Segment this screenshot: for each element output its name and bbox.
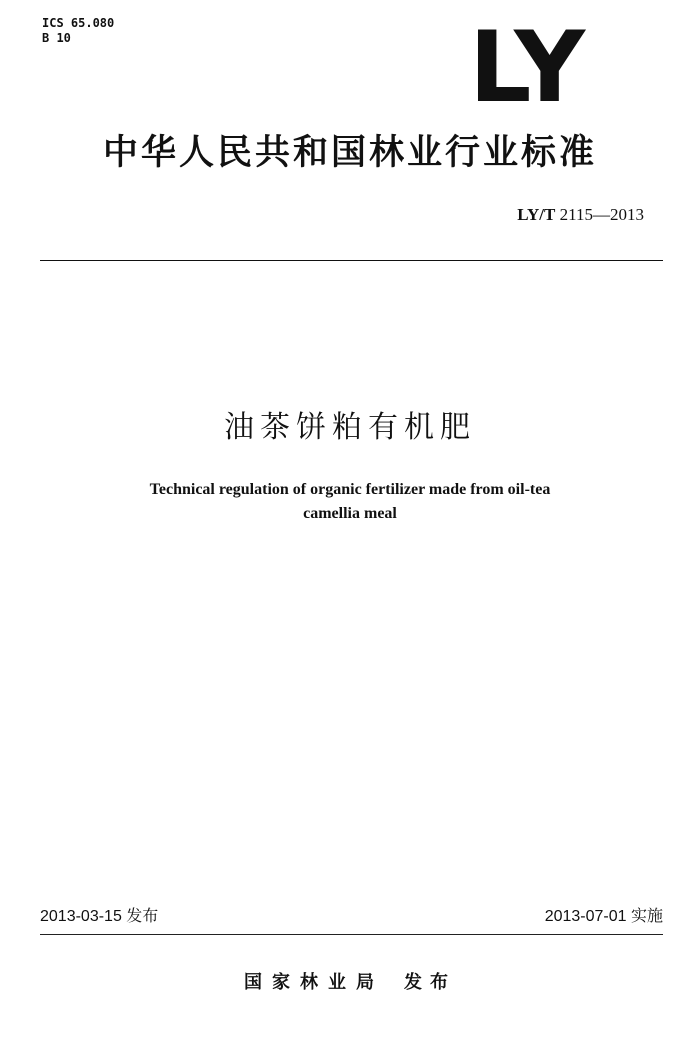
header-divider	[40, 260, 663, 261]
ccs-code: B 10	[42, 31, 71, 45]
publisher-organization: 国家林业局	[244, 972, 384, 993]
ics-code: ICS 65.080	[42, 16, 115, 30]
document-title-english-line2: camellia meal	[303, 505, 397, 522]
classification-codes	[42, 16, 114, 46]
implementation-date: 2013-07-01 实施	[544, 908, 663, 925]
document-title-english	[100, 478, 600, 526]
standard-number-code: LY/T	[517, 205, 556, 224]
issue-date: 2013-03-15 发布	[40, 908, 159, 925]
document-title-chinese: 油茶饼粕有机肥	[224, 410, 476, 445]
standard-number-value: 2115—2013	[559, 205, 644, 224]
standard-category-title: 中华人民共和国林业行业标准	[102, 133, 597, 173]
standard-number	[517, 204, 644, 226]
publisher-action: 发布	[404, 972, 456, 993]
standard-logo: LY	[469, 11, 584, 125]
publisher-line	[0, 970, 700, 996]
footer-divider	[40, 934, 663, 935]
document-title-english-line1: Technical regulation of organic fertilizer made from oil-tea	[149, 481, 551, 498]
